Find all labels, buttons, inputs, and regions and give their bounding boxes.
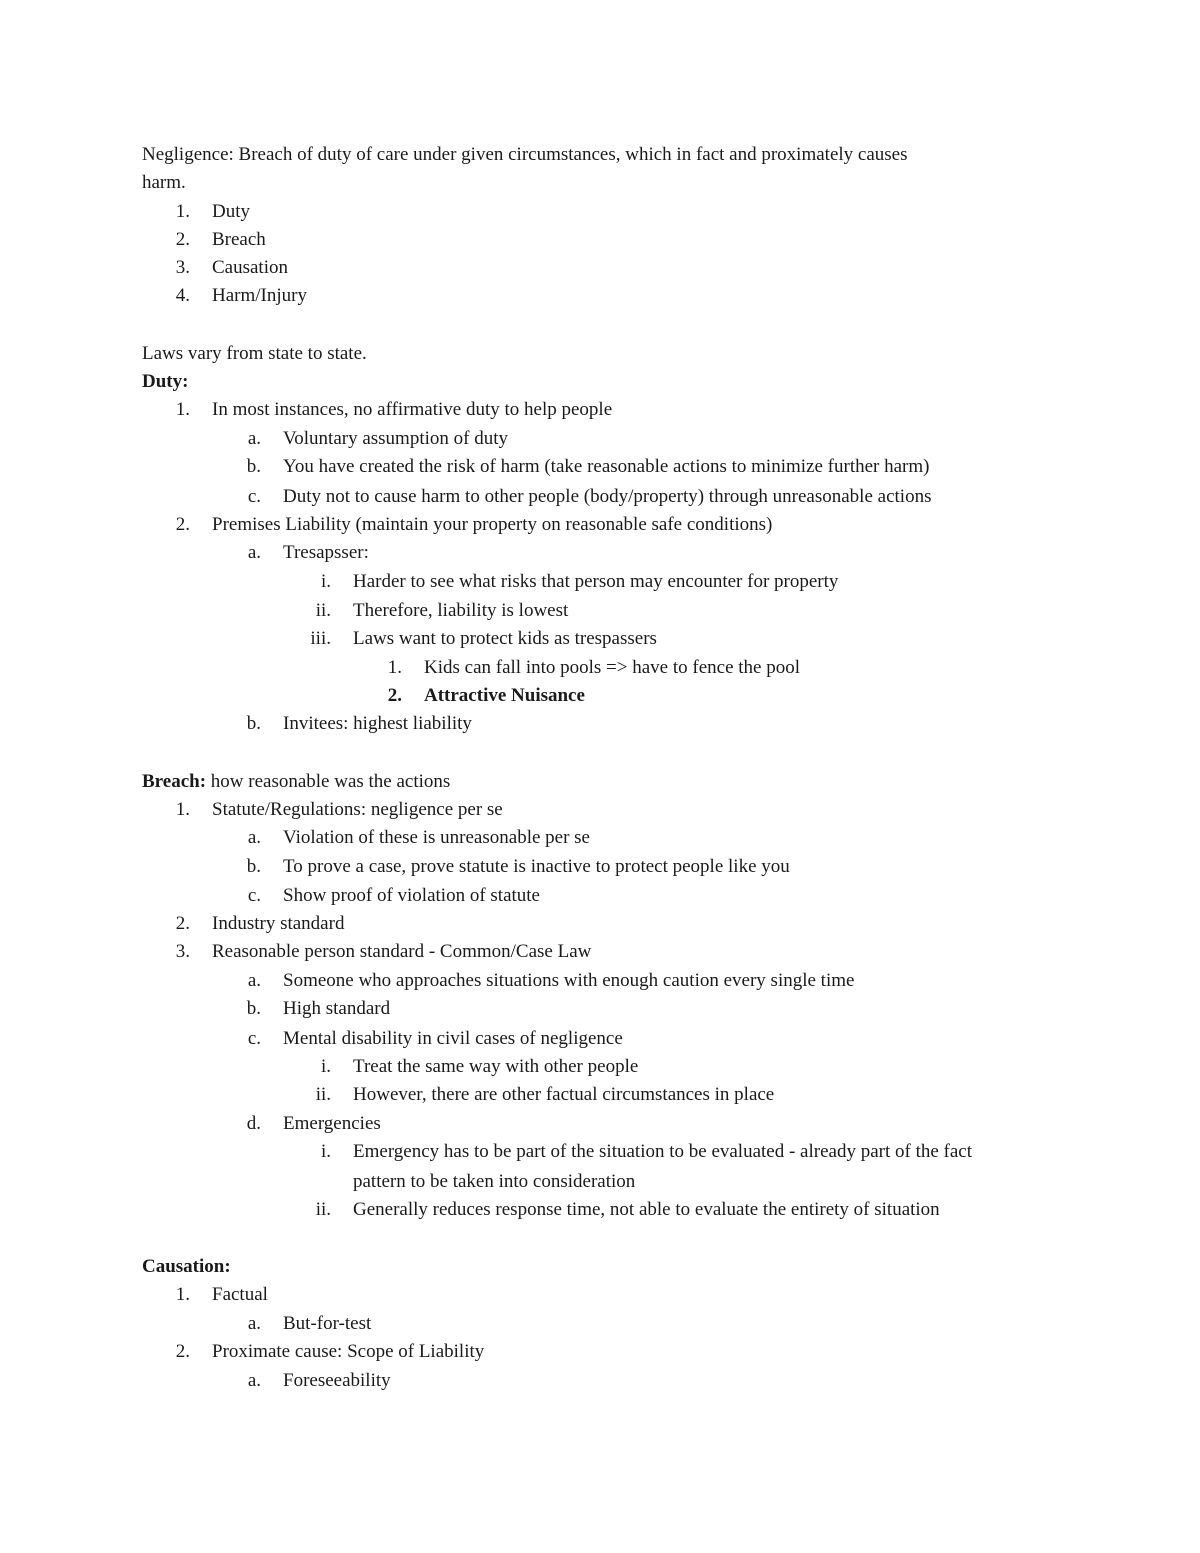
list-marker: c. [247, 885, 261, 906]
list-marker: ii. [315, 1084, 331, 1105]
list-marker: c. [247, 1028, 261, 1049]
list-marker: c. [247, 486, 261, 507]
list-text: Attractive Nuisance [424, 685, 585, 706]
list-text: But-for-test [283, 1313, 372, 1334]
list-marker: ii. [315, 600, 331, 621]
list-marker: b. [246, 998, 261, 1019]
list-text: Mental disability in civil cases of negligence [283, 1028, 623, 1049]
list-marker: a. [247, 970, 261, 991]
list-marker: b. [246, 713, 261, 734]
list-text: Laws want to protect kids as trespassers [353, 628, 657, 649]
list-text: Harm/Injury [212, 285, 307, 306]
list-text: Emergency has to be part of the situation to be evaluated - already part of the fact [353, 1141, 973, 1162]
list-text: pattern to be taken into consideration [353, 1171, 636, 1192]
list-text: Statute/Regulations: negligence per se [212, 799, 503, 820]
breach-heading-rest: how reasonable was the actions [206, 771, 451, 792]
list-text: Voluntary assumption of duty [283, 428, 509, 449]
list-text: To prove a case, prove statute is inactive to protect people like you [283, 856, 790, 877]
breach-heading: Breach: [142, 771, 207, 792]
list-text: Duty not to cause harm to other people (body/property) through unreasonable actions [283, 486, 932, 507]
list-text: Tresapsser: [283, 542, 369, 563]
breach-heading-line [142, 771, 450, 793]
list-text: Industry standard [212, 913, 345, 934]
list-marker: a. [247, 827, 261, 848]
intro-line-1: Negligence: Breach of duty of care under given circumstances, which in fact and proximately causes [142, 144, 908, 165]
list-marker: 1. [175, 799, 190, 820]
list-marker: 1. [175, 201, 190, 222]
list-text: Factual [212, 1284, 268, 1305]
list-text: High standard [283, 998, 391, 1019]
list-marker: ii. [315, 1199, 331, 1220]
list-marker: a. [247, 1313, 261, 1334]
list-marker: 2. [175, 514, 190, 535]
list-marker: b. [246, 856, 261, 877]
list-text: Kids can fall into pools => have to fence the pool [424, 657, 801, 678]
list-text: Treat the same way with other people [353, 1056, 639, 1077]
list-marker: 1. [387, 657, 402, 678]
list-text: Causation [212, 257, 288, 278]
list-marker: i. [320, 1056, 331, 1077]
list-marker: 2. [387, 685, 402, 706]
causation-heading: Causation: [142, 1256, 231, 1277]
list-text: Emergencies [283, 1113, 381, 1134]
list-marker: 1. [175, 1284, 190, 1305]
list-text: Reasonable person standard - Common/Case Law [212, 941, 592, 962]
laws-note: Laws vary from state to state. [142, 343, 367, 364]
list-text: Invitees: highest liability [283, 713, 472, 734]
list-text: Breach [212, 229, 266, 250]
list-marker: d. [246, 1113, 261, 1134]
list-marker: 3. [175, 257, 190, 278]
intro-line-2: harm. [142, 172, 186, 193]
list-text: Generally reduces response time, not able to evaluate the entirety of situation [353, 1199, 940, 1220]
list-text: Premises Liability (maintain your property on reasonable safe conditions) [212, 514, 773, 535]
list-marker: 2. [175, 1341, 190, 1362]
list-marker: a. [247, 428, 261, 449]
list-text: Someone who approaches situations with enough caution every single time [283, 970, 855, 991]
list-text: Violation of these is unreasonable per se [283, 827, 590, 848]
list-marker: a. [247, 542, 261, 563]
list-marker: 1. [175, 399, 190, 420]
list-text: Proximate cause: Scope of Liability [212, 1341, 485, 1362]
list-marker: a. [247, 1370, 261, 1391]
list-text: You have created the risk of harm (take reasonable actions to minimize further harm) [283, 456, 930, 477]
list-marker: b. [246, 456, 261, 477]
list-text: Harder to see what risks that person may encounter for property [353, 571, 839, 592]
list-marker: i. [320, 571, 331, 592]
list-text: Foreseeability [283, 1370, 391, 1391]
list-text: Show proof of violation of statute [283, 885, 540, 906]
list-text: However, there are other factual circumstances in place [353, 1084, 775, 1105]
list-text: Therefore, liability is lowest [353, 600, 569, 621]
list-marker: iii. [310, 628, 331, 649]
list-marker: i. [320, 1141, 331, 1162]
list-marker: 3. [175, 941, 190, 962]
duty-heading: Duty: [142, 371, 189, 392]
list-text: In most instances, no affirmative duty to help people [212, 399, 613, 420]
list-marker: 4. [175, 285, 190, 306]
list-marker: 2. [175, 913, 190, 934]
list-marker: 2. [175, 229, 190, 250]
list-text: Duty [212, 201, 250, 222]
